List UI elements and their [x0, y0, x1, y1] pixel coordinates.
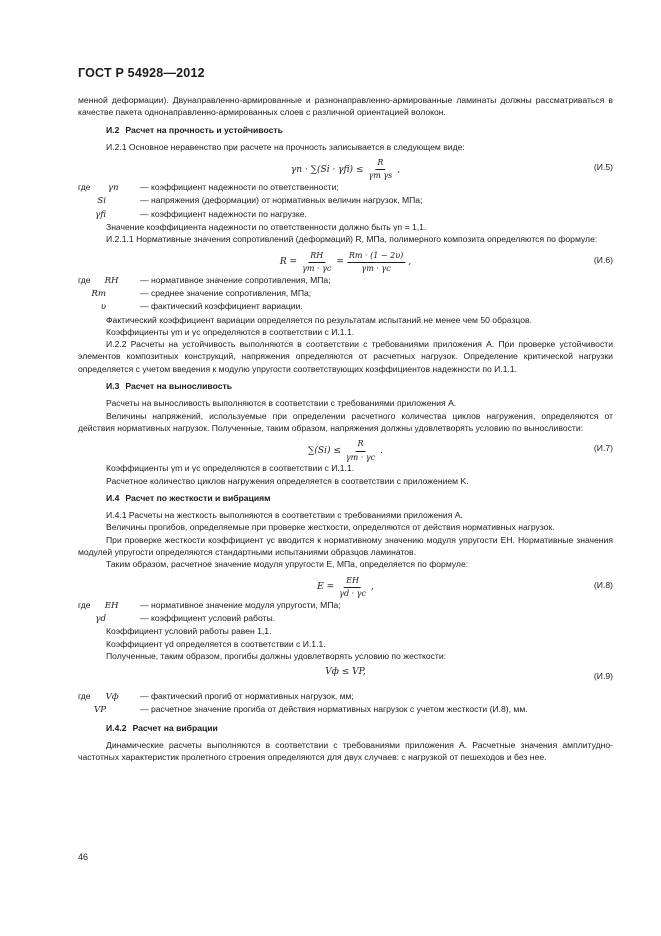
formula-expression: [280, 250, 411, 276]
numerator: R: [355, 438, 365, 451]
symbol-term: Rm: [91, 288, 106, 299]
formula-left: R =: [279, 257, 298, 268]
paragraph: Коэффициент γd определяется в соответствии с И.1.1.: [106, 638, 326, 649]
paragraph: И.2.1.1 Нормативные значения сопротивлений (деформаций) R, МПа, полимерного композита определяются по формуле:: [106, 234, 598, 245]
formula-left: ∑(Si) ≤: [307, 445, 341, 456]
formula-right: .: [380, 445, 384, 456]
definition-row: [78, 208, 613, 221]
symbol-term: EH: [104, 600, 119, 611]
formula-left: E =: [317, 582, 335, 593]
section-title: Расчет на прочность и устойчивость: [125, 124, 283, 135]
document-body: [78, 94, 613, 764]
paragraph: И.2.1 Основное неравенство при расчете на прочность записывается в следующем виде:: [106, 141, 465, 152]
definition-text: — коэффициент надежности по нагрузке.: [140, 208, 307, 219]
definition-text: — нормативное значение сопротивления, МПа;: [140, 274, 331, 285]
where-word: где: [78, 182, 91, 193]
paragraph: Фактический коэффициент вариации определяется по результатам испытаний не менее чем 50 образцов.: [106, 314, 532, 325]
formula-f7: [78, 434, 613, 462]
section-number: И.2: [106, 124, 120, 135]
definition-text: — коэффициент условий работы.: [140, 612, 276, 623]
formula-tail: ,: [408, 257, 412, 268]
formula-fraction: [344, 438, 377, 464]
where-word: где: [78, 274, 91, 285]
formula-f5: [78, 153, 613, 181]
definition-symbol: [78, 194, 140, 207]
symbol-term: υ: [100, 302, 106, 313]
paragraph: Динамические расчеты выполняются в соответствии с требованиями приложения А. Расчетные значения амплитудно-частотных характеристик пролетного строения определяются для двух случаев: с нагрузкой от пешеходов и без нее.: [78, 739, 613, 763]
formula-f6: [78, 246, 613, 274]
formula-f8: [78, 571, 613, 599]
paragraph: Расчетное количество циклов нагружения определяется в соответствии с приложением K.: [106, 475, 469, 486]
symbol-term: Si: [97, 196, 106, 207]
definition-text: — фактический коэффициент вариации.: [140, 301, 303, 312]
equation-number: (И.9): [593, 671, 613, 682]
symbol-term: γfi: [95, 209, 106, 220]
formula-right: ,: [397, 164, 401, 175]
definition-row: [78, 703, 613, 716]
definition-text: — расчетное значение прогиба от действия нормативных нагрузок с учетом жесткости (И.8), мм.: [140, 704, 528, 715]
paragraph: Коэффициенты γm и γc определяются в соответствии с И.1.1.: [106, 326, 355, 337]
definition-row: [78, 287, 613, 300]
section-heading: [78, 722, 613, 734]
definition-row: [78, 300, 613, 313]
definition-symbol: [78, 690, 140, 703]
paragraph: При проверке жесткости коэффициент γc вводится к нормативному значению модуля упругости EH. Нормативные значения модулей упругости определяются стандартными испытаниями образцов ламинатов.: [78, 534, 613, 558]
denominator: γd · γc: [339, 588, 366, 598]
formula-left: Vф ≤ VP,: [325, 667, 366, 678]
definition-text: — среднее значение сопротивления, МПа;: [140, 287, 312, 298]
paragraph: Коэффициент условий работы равен 1,1.: [106, 626, 272, 637]
paragraph: Значение коэффициента надежности по ответственности должно быть γn = 1,1.: [106, 222, 427, 233]
paragraph: Расчеты на выносливость выполняются в соответствии с требованиями приложения А.: [106, 398, 457, 409]
symbol-term: Vф: [105, 692, 119, 703]
symbol-term: γd: [95, 613, 106, 624]
definition-row: [78, 194, 613, 207]
symbol-term: RH: [104, 275, 119, 286]
formula-fraction: [337, 575, 368, 601]
equation-number: (И.8): [593, 579, 613, 590]
definition-row: [78, 612, 613, 625]
numerator: RH: [308, 250, 325, 263]
paragraph: Таким образом, расчетное значение модуля упругости E, МПа, определяется по формуле:: [106, 559, 469, 570]
equation-number: (И.6): [593, 254, 613, 265]
definition-row: [78, 274, 613, 287]
where-word: где: [78, 691, 91, 702]
formula-right: =: [336, 257, 344, 268]
paragraph: Величины напряжений, используемые при определении расчетного количества циклов нагружения, определяются от действия нормативных нагрузок. Полученные, таким образом, напряжения должны удовлетворять условию по выносливости:: [78, 410, 613, 433]
formula-fraction: [347, 250, 405, 276]
section-number: И.3: [106, 381, 120, 392]
formula-fraction: [366, 157, 394, 183]
formula-right: ,: [370, 582, 374, 593]
definition-symbol: [78, 181, 140, 194]
section-title: Расчет на вибрации: [132, 722, 218, 733]
paragraph: Коэффициенты γm и γc определяются в соответствии с И.1.1.: [106, 463, 355, 474]
definition-symbol: [78, 287, 140, 300]
formula-fraction: [300, 250, 333, 276]
denominator: γm · γc: [345, 452, 376, 462]
where-word: где: [78, 599, 91, 610]
definition-row: [78, 599, 613, 612]
equation-number: (И.5): [593, 162, 613, 173]
document-header: ГОСТ Р 54928—2012: [78, 66, 205, 80]
equation-number: (И.7): [593, 443, 613, 454]
definition-row: [78, 181, 613, 194]
section-title: Расчет на выносливость: [125, 381, 232, 392]
formula-left: γn · ∑(Si · γfi) ≤: [290, 164, 364, 175]
definition-symbol: [78, 274, 140, 287]
definition-symbol: [78, 612, 140, 625]
definition-symbol: [78, 703, 140, 716]
symbol-term: γn: [107, 183, 119, 194]
paragraph: Полученные, таким образом, прогибы должны удовлетворять условию по жесткости:: [106, 650, 447, 661]
definition-text: — коэффициент надежности по ответственности;: [140, 182, 339, 193]
denominator: γm γs: [368, 171, 393, 181]
section-title: Расчет по жесткости и вибрациям: [125, 492, 271, 503]
symbol-term: VP: [94, 705, 106, 716]
definition-text: — напряжения (деформации) от нормативных величин нагрузок, МПа;: [140, 195, 423, 206]
section-number: И.4: [106, 492, 120, 503]
numerator: Rm · (1 − 2υ): [347, 250, 405, 263]
definition-symbol: [78, 599, 140, 612]
formula-expression: [317, 575, 374, 601]
definition-symbol: [78, 300, 140, 313]
formula-expression: [308, 438, 383, 464]
definition-symbol: [78, 208, 140, 221]
formula-f9: [78, 662, 613, 690]
section-heading: [78, 492, 613, 504]
formula-expression: [291, 157, 400, 183]
denominator: γm · γc: [361, 263, 391, 273]
definition-text: — нормативное значение модуля упругости, МПа;: [140, 599, 341, 610]
page-number: 46: [78, 852, 89, 862]
formula-expression: [325, 666, 365, 678]
section-number: И.4.2: [106, 722, 127, 733]
paragraph: И.4.1 Расчеты на жесткость выполняются в соответствии с требованиями приложения А.: [106, 510, 463, 521]
paragraph: менной деформации). Двунаправленно-армированные и разнонаправленно-армированные ламинаты должны рассматриваться в качестве пакета однонаправленно-армированных слоев с различной ориентацией волокон.: [78, 95, 613, 118]
numerator: EH: [344, 575, 361, 588]
numerator: R: [375, 157, 385, 170]
section-heading: [78, 124, 613, 136]
paragraph: Величины прогибов, определяемые при проверке жесткости, определяются от действия нормативных нагрузок.: [106, 522, 555, 533]
denominator: γm · γc: [302, 263, 332, 273]
definition-text: — фактический прогиб от нормативных нагрузок, мм;: [140, 691, 354, 702]
section-heading: [78, 380, 613, 392]
definition-row: [78, 690, 613, 703]
paragraph: И.2.2 Расчеты на устойчивость выполняются в соответствии с требованиями приложения А. При проверке устойчивости элементов композитных конструкций, напряжения определяются от расчетных нагрузок. Определение критической нагрузки определяется с учетом введения к модулю упругости соответствующих коэффициентов надежности по И.1.1.: [78, 339, 613, 374]
